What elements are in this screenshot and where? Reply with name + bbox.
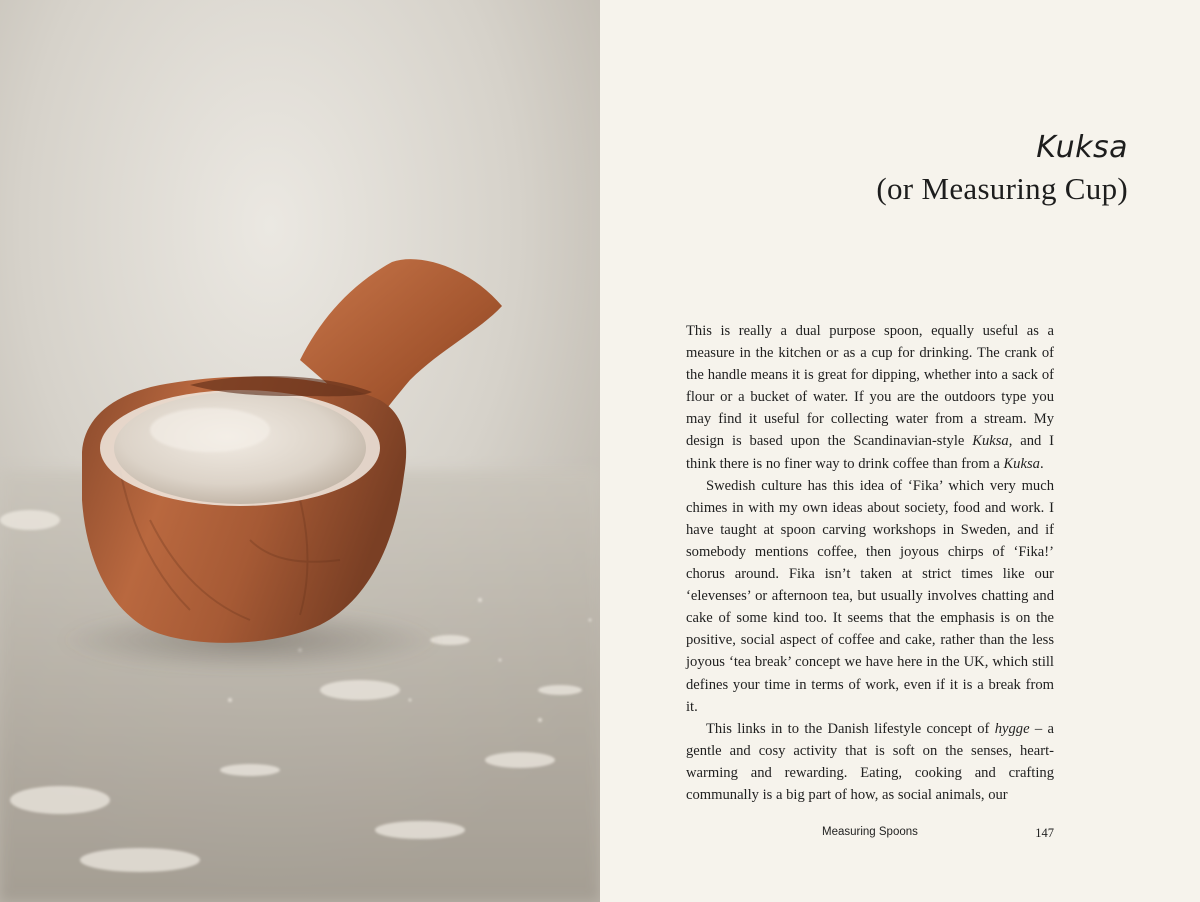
paragraph-3-text-b: – a gentle and cosy activity that is soft on the senses, heart-warming and rewarding. Eating, cooking and crafting communally is a big part of how, as social animals, our (686, 720, 1054, 803)
paragraph-2: Swedish culture has this idea of ‘Fika’ which very much chimes in with my own ideas about society, food and work. I have taught at spoon carving workshops in Sweden, and if somebody mentions coffee, then joyous chirps of ‘Fika!’ chorus around. Fika isn’t taken at strict times like our ‘elevenses’ or afternoon tea, but usually involves chatting and cake of some kind too. It seems that the emphasis is on the positive, social aspect of coffee and cake, rather than the less joyous ‘tea break’ concept we have here in the UK, which still defines your time in terms of work, even if it is a break from it. (686, 477, 1054, 715)
chapter-title (876, 128, 1128, 210)
paragraph-1-text-c: . (1039, 455, 1044, 472)
paragraph-1-kuksa-1: Kuksa (972, 433, 1009, 450)
title-subtitle: (or Measuring Cup) (876, 171, 1128, 206)
paragraph-3-text-a: This links in to the Danish lifestyle concept of (706, 720, 995, 737)
paragraph-3-hygge: hygge (994, 720, 1030, 737)
title-kuksa: Kuksa (1036, 130, 1128, 165)
paragraph-1-text-b: , and I think there is no finer way to drink coffee than from a (686, 433, 1054, 472)
paragraph-1 (686, 320, 1054, 475)
page-number: 147 (1035, 826, 1054, 840)
page-footer (686, 826, 1054, 846)
text-page (600, 0, 1200, 902)
paragraph-1-text-a: This is really a dual purpose spoon, equally useful as a measure in the kitchen or as a cup for drinking. The crank of the handle means it is great for dipping, whether into a sack of flour or a bucket of water. If you are the outdoors type you may find it useful for collecting water from a stream. My design is based upon the Scandinavian-style (686, 323, 1054, 450)
running-footer-section: Measuring Spoons (822, 826, 918, 838)
paragraph-3 (686, 718, 1054, 806)
paragraph-1-kuksa-2: Kuksa (1003, 455, 1040, 472)
body-text (686, 320, 1054, 806)
